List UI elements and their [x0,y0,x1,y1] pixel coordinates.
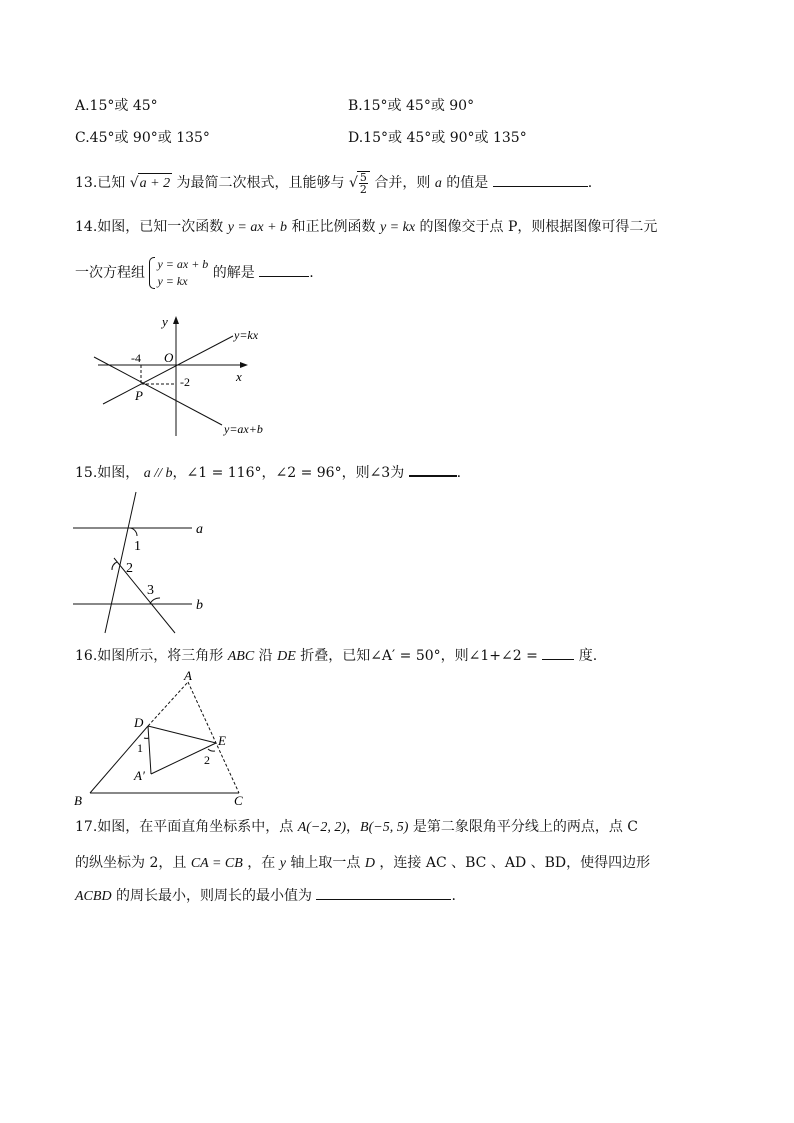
question-16: 16.如图所示，将三角形 ABC 沿 DE 折叠，已知∠A′ = 50°，则∠1+∠2 = 度. [75,645,597,667]
answer-blank-15[interactable] [409,461,457,477]
question-17: 17.如图，在平面直角坐标系中，点 A(−2, 2)，B(−5, 5) 是第二象限角平分线上的两点，点 C [75,819,638,835]
line-a-label: a [196,522,203,537]
vertex-b-label: B [74,793,82,808]
answer-blank-13[interactable] [493,172,588,187]
parallel-lines-figure [70,488,220,638]
angle-3-label: 3 [147,583,154,598]
option-b: B.15°或 45°或 90° [348,98,475,114]
angle-1-label: 1 [134,539,141,554]
line-kx-label: y=kx [234,328,259,342]
vertex-a-label: A [184,670,192,683]
y-tick-label: -2 [180,375,190,389]
point-p-label: P [135,388,143,403]
sqrt-symbol: √ [129,175,139,191]
equation-system: y = ax + b y = kx [149,256,208,290]
fold-triangle-figure [70,670,260,810]
line-b-label: b [196,598,203,613]
vertex-d-label: D [134,715,144,730]
vertex-c-label: C [234,793,243,808]
vertex-e-label: E [218,733,226,748]
question-13: 13.已知 √a + 2 为最简二次根式，且能够与 √ $\frac{5}{2}$ 合并，则 a 的值是 . [75,171,593,196]
question-17-line2: 的纵坐标为 2，且 CA = CB ，在 y 轴上取一点 D ，连接 AC 、BC 、AD 、BD，使得四边形 [75,855,651,871]
question-17-line3: ACBD 的周长最小，则周长的最小值为 . [75,885,456,907]
option-a: A.15°或 45° [75,98,158,114]
option-d: D.15°或 45°或 90°或 135° [348,130,527,146]
question-14-line2: 一次方程组 y = ax + b y = kx 的解是 . [75,257,314,288]
angle-2-label: 2 [204,753,210,767]
option-c: C.45°或 90°或 135° [75,130,210,146]
graph-figure-14 [88,312,288,442]
answer-blank-14[interactable] [259,262,309,277]
answer-blank-16[interactable] [542,645,574,660]
sqrt-frac: √ [349,175,358,191]
line-axb-label: y=ax+b [224,422,263,436]
question-14: 14.如图，已知一次函数 y = ax + b 和正比例函数 y = kx 的图像交于点 P，则根据图像可得二元 [75,219,658,235]
x-axis-label: x [236,369,242,384]
angle-2-label: 2 [126,561,133,576]
origin-label: O [164,350,174,365]
answer-blank-17[interactable] [316,885,451,900]
vertex-a-prime-label: A′ [134,768,145,783]
angle-1-label: 1 [137,741,143,755]
question-15: 15.如图， a // b，∠1 = 116°，∠2 = 96°，则∠3为 . [75,461,461,484]
y-axis-label: y [162,314,168,329]
x-tick-label: -4 [131,351,141,365]
